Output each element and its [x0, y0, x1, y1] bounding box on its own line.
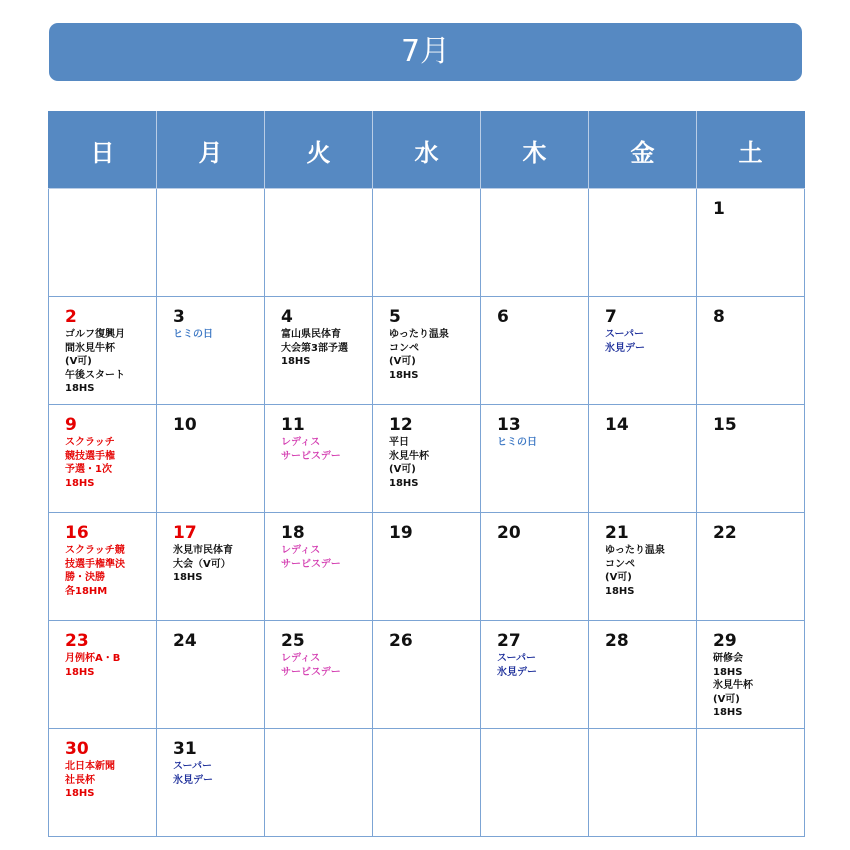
calendar-day-cell: [265, 297, 373, 405]
calendar-day-cell: [373, 729, 481, 837]
event-note: 北日本新聞 社長杯 18HS: [65, 761, 115, 799]
day-number: 28: [605, 631, 629, 651]
day-number: 18: [281, 523, 305, 543]
calendar-day-cell: [697, 621, 805, 729]
calendar-day-cell: [373, 189, 481, 297]
calendar-day-cell: [265, 189, 373, 297]
day-number: 6: [497, 307, 509, 327]
calendar-day-cell: [157, 297, 265, 405]
day-number: 4: [281, 307, 293, 327]
event-note: ヒミの日: [173, 329, 213, 340]
calendar-day-cell: [157, 621, 265, 729]
event-note: 氷見市民体育 大会（V可） 18HS: [173, 545, 233, 583]
day-number: 16: [65, 523, 89, 543]
weekday-header-tuesday: 火: [265, 112, 373, 189]
event-note: スーパー 氷見デー: [173, 761, 213, 786]
calendar-day-cell: [589, 189, 697, 297]
calendar-day-cell: [589, 297, 697, 405]
day-number: 24: [173, 631, 197, 651]
calendar-day-cell: [157, 729, 265, 837]
event-note: 平日 氷見牛杯 (V可) 18HS: [389, 437, 429, 489]
calendar-week-row: [49, 189, 805, 297]
calendar-day-cell: [157, 189, 265, 297]
event-note: スクラッチ 競技選手権 予選・1次 18HS: [65, 437, 115, 489]
calendar-day-cell: [373, 621, 481, 729]
month-title: 7月: [49, 23, 802, 81]
day-number: 23: [65, 631, 89, 651]
day-number: 25: [281, 631, 305, 651]
day-number: 29: [713, 631, 737, 651]
calendar-day-cell: [49, 189, 157, 297]
calendar-day-cell: [589, 729, 697, 837]
event-note: スクラッチ競 技選手権準決 勝・決勝 各18HM: [65, 545, 125, 597]
calendar-week-row: [49, 297, 805, 405]
day-number: 14: [605, 415, 629, 435]
day-number: 31: [173, 739, 197, 759]
day-number: 2: [65, 307, 77, 327]
day-number: 13: [497, 415, 521, 435]
event-note: ゆったり温泉 コンペ (V可) 18HS: [389, 329, 449, 381]
calendar-day-cell: [49, 729, 157, 837]
calendar-day-cell: [373, 297, 481, 405]
weekday-header-monday: 月: [157, 112, 265, 189]
day-number: 1: [713, 199, 725, 219]
calendar-day-cell: [697, 729, 805, 837]
day-number: 12: [389, 415, 413, 435]
calendar-day-cell: [481, 297, 589, 405]
calendar-day-cell: [265, 513, 373, 621]
day-number: 30: [65, 739, 89, 759]
day-number: 20: [497, 523, 521, 543]
event-note: レディス サービスデー: [281, 653, 341, 678]
calendar-day-cell: [697, 405, 805, 513]
event-note: 富山県民体育 大会第3部予選 18HS: [281, 329, 348, 367]
event-note: 月例杯A・B 18HS: [65, 653, 121, 678]
calendar-body: [49, 189, 805, 837]
calendar-day-cell: [697, 513, 805, 621]
weekday-header-sunday: 日: [49, 112, 157, 189]
calendar-day-cell: [265, 729, 373, 837]
calendar-day-cell: [49, 297, 157, 405]
calendar-day-cell: [589, 405, 697, 513]
calendar-day-cell: [481, 729, 589, 837]
calendar-day-cell: [589, 621, 697, 729]
calendar-day-cell: [373, 405, 481, 513]
calendar-day-cell: [49, 405, 157, 513]
event-note: 研修会 18HS 氷見牛杯 (V可) 18HS: [713, 653, 753, 718]
day-number: 26: [389, 631, 413, 651]
calendar-day-cell: [481, 189, 589, 297]
calendar-day-cell: [589, 513, 697, 621]
day-number: 15: [713, 415, 737, 435]
calendar-week-row: [49, 621, 805, 729]
day-number: 27: [497, 631, 521, 651]
event-note: ヒミの日: [497, 437, 537, 448]
day-number: 19: [389, 523, 413, 543]
weekday-header-thursday: 木: [481, 112, 589, 189]
day-number: 9: [65, 415, 77, 435]
day-number: 7: [605, 307, 617, 327]
calendar-day-cell: [49, 621, 157, 729]
weekday-header-row: [49, 112, 805, 189]
calendar-day-cell: [157, 405, 265, 513]
day-number: 11: [281, 415, 305, 435]
day-number: 10: [173, 415, 197, 435]
calendar-day-cell: [697, 297, 805, 405]
calendar-day-cell: [373, 513, 481, 621]
day-number: 21: [605, 523, 629, 543]
event-note: レディス サービスデー: [281, 545, 341, 570]
calendar-week-row: [49, 729, 805, 837]
calendar-day-cell: [481, 405, 589, 513]
calendar-day-cell: [697, 189, 805, 297]
day-number: 5: [389, 307, 401, 327]
day-number: 22: [713, 523, 737, 543]
calendar-day-cell: [157, 513, 265, 621]
event-note: レディス サービスデー: [281, 437, 341, 462]
calendar-day-cell: [481, 621, 589, 729]
day-number: 8: [713, 307, 725, 327]
calendar-day-cell: [265, 621, 373, 729]
event-note: スーパー 氷見デー: [605, 329, 645, 354]
weekday-header-saturday: 土: [697, 112, 805, 189]
calendar-day-cell: [265, 405, 373, 513]
event-note: スーパー 氷見デー: [497, 653, 537, 678]
weekday-header-friday: 金: [589, 112, 697, 189]
day-number: 17: [173, 523, 197, 543]
calendar-day-cell: [481, 513, 589, 621]
event-note: ゆったり温泉 コンペ (V可) 18HS: [605, 545, 665, 597]
weekday-header-wednesday: 水: [373, 112, 481, 189]
day-number: 3: [173, 307, 185, 327]
calendar-grid: [48, 111, 805, 837]
event-note: ゴルフ復興月 間氷見牛杯 (V可) 午後スタート 18HS: [65, 329, 125, 394]
calendar-day-cell: [49, 513, 157, 621]
calendar-week-row: [49, 405, 805, 513]
calendar-week-row: [49, 513, 805, 621]
